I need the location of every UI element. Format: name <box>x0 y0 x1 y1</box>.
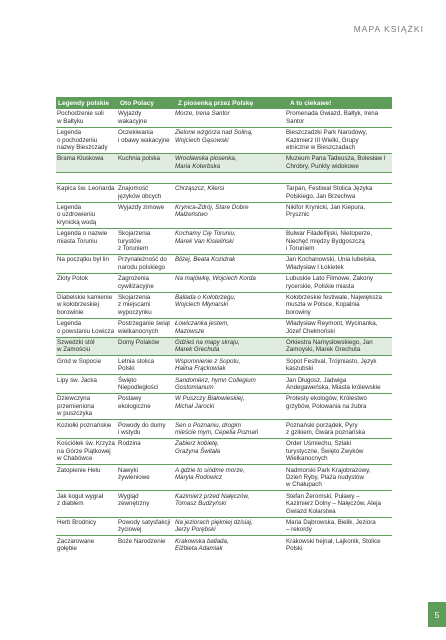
table-row <box>56 202 392 228</box>
table-cell: Wspomnienie z Sopotu, Halina Frąckowiak <box>175 357 241 373</box>
table-cell: Postrzeganie świąt wielkanocnych <box>118 320 170 335</box>
table-cell: Wygląd zewnętrzny <box>118 492 150 508</box>
table-cell: Legenda o uzdrowieniu krynicką wodą <box>57 203 97 226</box>
table-cell: Gród w Sopocie <box>57 357 102 365</box>
table-cell: Na jeziorach piękniej dzisiaj, Jerzy Porębski <box>175 518 253 534</box>
table-cell: Promenada Gwiazd, Bałtyk, Irena Santor <box>286 110 379 125</box>
table-row <box>56 337 392 356</box>
table-cell: Krynica-Zdrój, Stare Dobre Małżeństwo <box>175 203 249 219</box>
table-cell: Nikifor Krynicki, Jan Kiepura, Prysznic <box>286 203 366 219</box>
table-cell: Legenda o powstaniu Łowicza <box>57 320 115 335</box>
table-cell: Lipy św. Jacka <box>57 376 97 384</box>
table-cell: Wyjazdy zimowe <box>118 203 165 211</box>
table-cell: Na początku był lin <box>57 256 109 264</box>
table-cell: Wrocławska piosenka, Maria Koterbska <box>175 155 237 170</box>
table-row <box>56 228 392 254</box>
row-gap <box>56 172 392 183</box>
table-row <box>56 419 392 438</box>
table-cell: Kuchnia polska <box>118 155 160 163</box>
table-cell: Boże Narodzenie <box>118 537 166 545</box>
table-cell: Przynależność do narodu polskiego <box>118 256 167 271</box>
table-row <box>56 153 392 172</box>
table-cell: Krakowski hejnał, Lajkonik, Stolice Polski <box>286 537 381 553</box>
table-row <box>56 183 392 202</box>
table-cell: Sen o Poznaniu, drogim mieście mym, Cepelia Poznań <box>175 421 259 436</box>
column-header: A to ciekawe! <box>290 99 332 107</box>
table-row <box>56 535 392 554</box>
table-cell: Rodzina <box>118 440 141 448</box>
table-cell: Lubuskie Lato Filmowe, Zakony rycerskie, Polskie miasta <box>286 275 374 290</box>
table-row <box>56 517 392 536</box>
table-cell: Koziołki poznańskie <box>57 421 112 429</box>
column-header: Oto Polacy <box>120 99 154 107</box>
table-cell: Jak kogut wygrał z diabłem <box>57 492 104 508</box>
table-cell: Bliżej, Beata Kozidrak <box>175 256 236 264</box>
table-row <box>56 273 392 292</box>
table-cell: Oczekiwania i obawy wakacyjne <box>118 129 170 144</box>
table-cell: Muzeum Pana Tadeusza, Bolesław I Chrobry, Punkty widokowe <box>286 155 386 170</box>
table-cell: Powody satysfakcji życiowej <box>118 518 171 534</box>
table-row <box>56 292 392 318</box>
table-row <box>56 127 392 153</box>
table-cell: Zielone wzgórza nad Soliną, Wojciech Gąsowski <box>175 129 253 144</box>
table-cell: Poznański porządek, Pyry z gzikiem, Gwara poznańska <box>286 421 366 436</box>
table-cell: Kościółek św. Krzyża na Górze Piątkowej w Chabówce <box>57 440 115 463</box>
table-cell: Order Uśmiechu, Szlaki turystyczne, Święto Zwyków Wielkanocnych <box>286 440 364 463</box>
table-cell: Znajomość języków obcych <box>118 185 162 200</box>
table-cell: Kapica św. Leonarda <box>57 185 115 193</box>
table-cell: Brama Kluskowa <box>57 155 104 163</box>
table-cell: Zabierz kobietę, Grażyna Świtała <box>175 440 221 455</box>
table-row <box>56 438 392 464</box>
table-cell: W Puszczy Białowieskiej, Michał Jarocki <box>175 395 245 410</box>
book-map-table <box>56 97 392 554</box>
table-cell: A gdzie to siódme morze, Maryla Rodowicz <box>175 466 245 481</box>
table-cell: Szwedzki stół w Zamościu <box>57 338 95 354</box>
page-number: 5 <box>428 602 446 627</box>
table-cell: Tarpan, Festiwal Stolica Języka Polskiego, Jan Brzechwa <box>286 185 373 200</box>
table-cell: Zagrożenia cywilizacyjne <box>118 275 154 290</box>
column-header: Z piosenką przez Polskę <box>178 99 254 107</box>
table-cell: Święto Niepodległości <box>118 376 159 391</box>
table-cell: Władysław Reymont, Wycinanka, Józef Chełmoński <box>286 320 378 335</box>
table-cell: Kołobrzeskie festiwale, Największa muszla w Polsce, Kopalnia borowiny <box>286 293 382 316</box>
table-cell: Bulwar Filadelfijski, Nietoperze, Niechęć między Bydgoszczą i Toruniem <box>286 230 372 252</box>
table-cell: Chrząszcz, Kilersi <box>175 185 225 193</box>
table-cell: Legenda o pochodzeniu nazwy Bieszczady <box>57 129 108 151</box>
table-cell: Gdzieś na mapy skraju, Marek Grechuta <box>175 338 240 354</box>
table-cell: Protesty ekologów, Królestwo grzybów, Polowania na żubra <box>286 395 367 410</box>
table-cell: Sandomierz, hymn Collegium Gostomianum <box>175 376 256 391</box>
table-cell: Jan Kochanowski, Unia lubelska, Władysław I Łokietek <box>286 256 377 271</box>
table-cell: Letnia stolica Polski <box>118 357 155 373</box>
table-cell: Skojarzenia z miejscami wypoczynku <box>118 293 152 316</box>
table-cell: Zatopienie Helu <box>57 466 101 474</box>
table-cell: Pochodzenie soli w Bałtyku <box>57 110 104 125</box>
table-cell: Zaczarowane gołębie <box>57 537 95 553</box>
table-cell: Powody do dumy i wstydu <box>118 421 166 436</box>
table-cell: Na majówkę, Wojciech Korda <box>175 275 256 283</box>
table-cell: Morze, Irena Santor <box>175 110 230 118</box>
table-cell: Kochamy Cię Toruniu, Marek Van Kisieliński <box>175 230 236 245</box>
table-row <box>56 464 392 490</box>
table-cell: Diabelskie kamienie w kołobrzeskiej borowinie <box>57 293 113 316</box>
table-cell: Kazimierz przed Nałęczów, Tomasz Budzyński <box>175 492 250 508</box>
table-cell: Domy Polaków <box>118 338 160 346</box>
table-cell: Orkiestra Namysłowskiego, Jan Zamoyski, Marek Grechuta <box>286 338 373 354</box>
table-cell: Dziewczyna przemieniona w puszczyka <box>57 395 95 418</box>
table-cell: Herb Brodnicy <box>57 518 97 526</box>
table-cell: Krakowska ballada, Elżbieta Adamiak <box>175 537 229 553</box>
table-cell: Stefan Żeromski, Puławy – Kazimierz Dolny – Nałęczów, Aleja Gwiazd Kolarstwa <box>286 492 381 515</box>
table-cell: Nawyki żywieniowe <box>118 466 150 481</box>
table-row <box>56 374 392 393</box>
table-cell: Postawy ekologiczne <box>118 395 151 410</box>
table-row <box>56 355 392 374</box>
table-cell: Bieszczadzki Park Narodowy, Kazimierz III Wielki, Grupy etniczne w Bieszczadach <box>286 129 368 151</box>
table-cell: Jan Długosz, Jadwiga Andegaweńska, Miasta królewskie <box>286 376 381 391</box>
table-header <box>56 97 392 109</box>
table-row <box>56 254 392 273</box>
table-cell: Nadmorski Park Krajobrazowy, Dzień Ryby, Plaża nudystów w Chałupach <box>286 466 371 489</box>
table-cell: Skojarzenia turystów z Toruniem <box>118 230 151 252</box>
page-header-title: MAPA KSIĄŻKI <box>353 24 424 34</box>
table-cell: Złoty Potok <box>57 275 88 283</box>
table-row <box>56 490 392 516</box>
table-cell: Wyjazdy wakacyjne <box>118 110 147 125</box>
table-cell: Łowiczanka jestem, Mazowsze <box>175 320 229 335</box>
table-row <box>56 393 392 419</box>
column-header: Legendy polskie <box>58 99 109 107</box>
table-body <box>56 109 392 554</box>
table-cell: Sopot Festival, Trójmiasto, Język kaszubski <box>286 357 377 373</box>
table-cell: Ballada o Kołobrzegu, Wojciech Młynarski <box>175 293 236 309</box>
table-cell: Legenda o nazwie miasta Toruniu <box>57 230 108 245</box>
table-row <box>56 318 392 337</box>
table-cell: Maria Dąbrowska, Bielik, Jeziora – rekordy <box>286 518 376 534</box>
table-row <box>56 109 392 127</box>
